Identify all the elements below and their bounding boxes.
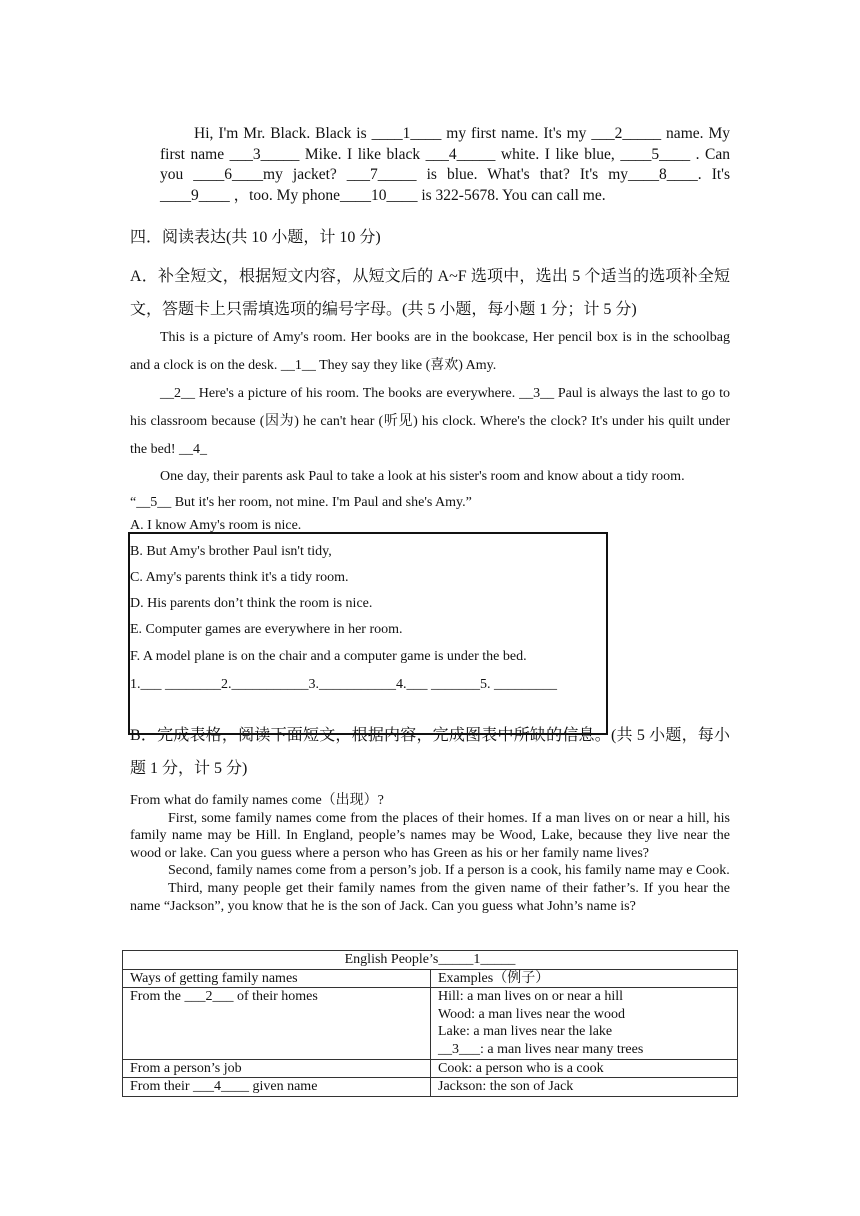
table-row bbox=[123, 1059, 738, 1078]
cloze-text: Hi, I'm Mr. Black. Black is ____1____ my first name. It's my ___2_____ name. My first name ___3_____ Mike. I like black ___4_____ white. I like blue, ____5____ . Can you ____6____my jacket? ___7_____ is blue. What's that? It's my____8____. It's ____9____ ，too. My phone____10____ is 322-5678. You can call me. bbox=[160, 125, 730, 204]
passage-paragraph: Third, many people get their family names from the given name of their father’s. If you hear the name “Jackson”, you know that he is the son of Jack. Can you guess what John’s name is? bbox=[130, 880, 730, 914]
passage-paragraph: This is a picture of Amy's room. Her books are in the bookcase, Her pencil box is in the schoolbag and a clock is on the desk. __1__ They say they like (喜欢) Amy. bbox=[130, 330, 730, 373]
part-b-passage bbox=[130, 792, 730, 915]
option-e: E. Computer games are everywhere in her room. bbox=[130, 622, 403, 637]
example-line: Lake: a man lives near the lake bbox=[438, 1024, 613, 1040]
table-cell-way: From a person’s job bbox=[123, 1059, 431, 1078]
table-header-row bbox=[123, 969, 738, 988]
example-line: Jackson: the son of Jack bbox=[438, 1079, 574, 1095]
table-cell-way: From their ___4____ given name bbox=[123, 1078, 431, 1097]
table-caption: English People’s_____1_____ bbox=[123, 951, 738, 970]
table-cell-way: From the ___2___ of their homes bbox=[123, 988, 431, 1059]
example-line: Wood: a man lives near the wood bbox=[438, 1006, 626, 1022]
example-line: __3___: a man lives near many trees bbox=[438, 1041, 644, 1057]
option-d: D. His parents don’t think the room is nice. bbox=[130, 596, 373, 611]
part-a-instruction: A．补全短文，根据短文内容，从短文后的 A~F 选项中，选出 5 个适当的选项补全短文，答题卡上只需填选项的编号字母。(共 5 小题，每小题 1 分；计 5 分) bbox=[130, 268, 730, 318]
answer-box-frame bbox=[128, 532, 608, 735]
passage-paragraph: “__5__ But it's her room, not mine. I'm Paul and she's Amy.” bbox=[130, 495, 472, 510]
table-cell-examples bbox=[431, 1078, 738, 1097]
table-row bbox=[123, 1078, 738, 1097]
passage-paragraph: __2__ Here's a picture of his room. The books are everywhere. __3__ Paul is always the last to go to his classroom because (因为) he can't hear (听见) his clock. Where's the clock? It's under his quilt under the bed! __4_ bbox=[130, 386, 730, 457]
part-b-instruction: B．完成表格，阅读下面短文，根据内容，完成图表中所缺的信息。(共 5 小题，每小题 1 分，计 5 分) bbox=[130, 727, 730, 777]
column-header: Examples（例子） bbox=[431, 969, 738, 988]
passage-question: From what do family names come（出现）? bbox=[130, 793, 384, 808]
family-names-table bbox=[122, 950, 738, 1097]
table-row bbox=[123, 988, 738, 1059]
passage-paragraph: Second, family names come from a person’s job. If a person is a cook, his family name may e Cook. bbox=[168, 863, 730, 879]
part-a-passage bbox=[130, 324, 730, 516]
column-header: Ways of getting family names bbox=[123, 969, 431, 988]
option-a: A. I know Amy's room is nice. bbox=[130, 518, 302, 533]
passage-paragraph: First, some family names come from the places of their homes. If a man lives on or near a hill, his family name may be Hill. In England, people’s names may be Wood, Lake, because they live near the wood or lake. Can you guess where a person who has Green as his or her family name lives? bbox=[130, 810, 730, 861]
option-f: F. A model plane is on the chair and a computer game is under the bed. bbox=[130, 649, 527, 664]
answer-line: 1.___ ________2.___________3.___________4.___ _______5. _________ bbox=[130, 677, 557, 692]
cloze-passage bbox=[160, 124, 730, 206]
passage-paragraph: One day, their parents ask Paul to take a look at his sister's room and know about a tidy room. bbox=[160, 469, 685, 484]
table-cell-examples bbox=[431, 988, 738, 1059]
example-line: Cook: a person who is a cook bbox=[438, 1060, 604, 1076]
table-cell-examples bbox=[431, 1059, 738, 1078]
option-c: C. Amy's parents think it's a tidy room. bbox=[130, 570, 349, 585]
option-b: B. But Amy's brother Paul isn't tidy, bbox=[130, 544, 332, 559]
example-line: Hill: a man lives on or near a hill bbox=[438, 989, 624, 1005]
section-heading: 四．阅读表达(共 10 小题，计 10 分) bbox=[130, 229, 381, 246]
table-caption-row bbox=[123, 951, 738, 970]
